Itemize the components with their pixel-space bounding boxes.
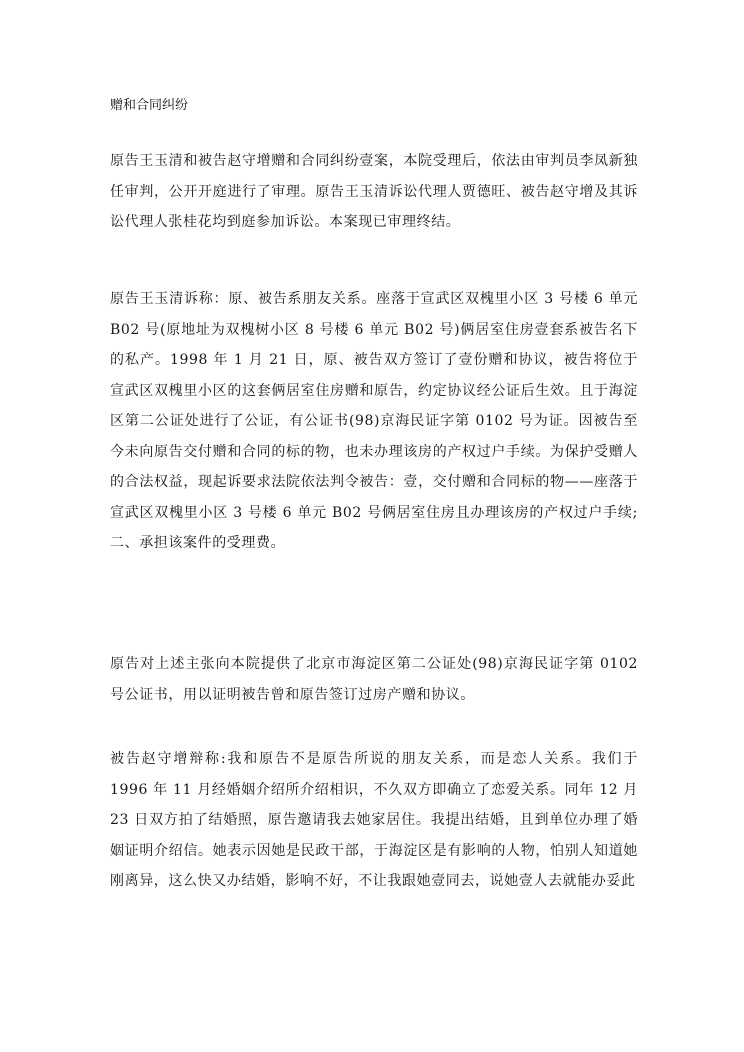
paragraph-defendant-reply: 被告赵守增辩称:我和原告不是原告所说的朋友关系，而是恋人关系。我们于 1996 年 11 月经婚姻介绍所介绍相识，不久双方即确立了恋爱关系。同年 12 月 23 日双方拍了结婚照，原告邀请我去她家居住。我提出结婚，且到单位办理了婚姻证明介绍信。她表示因她是民政干部，于海淀区是有影响的人物，怕别人知道她刚离异，这么快又办结婚，影响不好，不让我跟她壹同去，说她壹人去就能办妥此 [110,751,638,889]
paragraph-plaintiff-evidence: 原告对上述主张向本院提供了北京市海淀区第二公证处(98)京海民证字第 0102 号公证书，用以证明被告曾和原告签订过房产赠和协议。 [110,656,638,703]
paragraph-plaintiff-claim: 原告王玉清诉称：原、被告系朋友关系。座落于宣武区双槐里小区 3 号楼 6 单元 B02 号(原地址为双槐树小区 8 号楼 6 单元 B02 号)俩居室住房壹套系被告名下的私产。1998 年 1 月 21 日，原、被告双方签订了壹份赠和协议，被告将位于宣武区双槐里小区的这套俩居室住房赠和原告，约定协议经公证后生效。且于海淀区第二公证处进行了公证，有公证书(98)京海民证字第 0102 号为证。因被告至今未向原告交付赠和合同的标的物，也未办理该房的产权过户手续。为保护受赠人的合法权益，现起诉要求法院依法判令被告：壹，交付赠和合同标的物——座落于宣武区双槐里小区 3 号楼 6 单元 B02 号俩居室住房且办理该房的产权过户手续;二、承担该案件的受理费。 [110,291,638,551]
document-title: 赠和合同纠纷 [110,98,189,113]
paragraph-case-intro: 原告王玉清和被告赵守增赠和合同纠纷壹案，本院受理后，依法由审判员李凤新独任审判，公开开庭进行了审理。原告王玉清诉讼代理人贾德旺、被告赵守增及其诉讼代理人张桂花均到庭参加诉讼。本案现已审理终结。 [110,153,638,230]
